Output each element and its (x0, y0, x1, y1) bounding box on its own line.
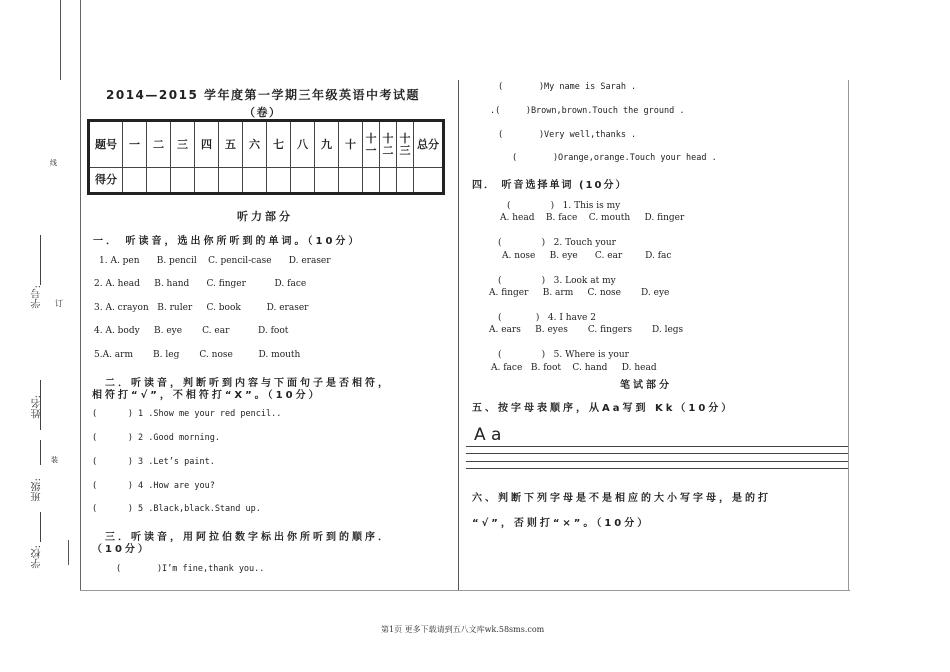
q4-item-4-options: A. ears B. eyes C. fingers D. legs (489, 325, 684, 335)
class-underline (40, 440, 41, 465)
score-cell[interactable] (267, 168, 291, 194)
q2-item-1: ( ) 1 .Show me your red pencil.. (92, 409, 282, 419)
col-11: 十一 (363, 121, 380, 168)
sidebar-mark-xian: 线 (50, 159, 57, 167)
score-cell[interactable] (339, 168, 363, 194)
q2-item-5: ( ) 5 .Black,black.Stand up. (92, 504, 261, 514)
binding-line (80, 0, 81, 590)
top-border-left (60, 0, 61, 80)
q4-item-5-stem: ( ) 5. Where is your (498, 350, 629, 360)
school-underline (40, 512, 41, 542)
q3-item-right-3: ( )Very well,thanks . (498, 130, 637, 140)
page-footer: 第1页 更多下载请到五八文库wk.58sms.com (381, 625, 545, 634)
q3-item-right-4: ( )Orange,orange.Touch your head . (512, 153, 717, 163)
q4-item-4-stem: ( ) 4. I have 2 (498, 313, 596, 323)
col-1: 一 (123, 121, 147, 168)
writing-line-4[interactable] (466, 468, 848, 469)
q2-title-line2: 相符打“√”，不相符打“X”。（10分） (92, 390, 322, 401)
score-cell[interactable] (414, 168, 444, 194)
score-cell[interactable] (363, 168, 380, 194)
col-5: 五 (219, 121, 243, 168)
q4-item-3-options: A. finger B. arm C. nose D. eye (489, 288, 670, 298)
q3-title-line1: 三．听读音，用阿拉伯数字标出你所听到的顺序． (105, 532, 391, 543)
q5-title: 五、按字母表顺序，从Aa写到 Kk（10分） (472, 403, 735, 414)
row-label-tihao: 题号 (89, 121, 123, 168)
q4-item-1-options: A. head B. face C. mouth D. finger (500, 213, 685, 223)
q6-title-line2: “√”，否则打“×”。（10分） (472, 518, 651, 529)
col-7: 七 (267, 121, 291, 168)
listening-heading: 听力部分 (237, 210, 293, 223)
class-label: 班级: (32, 478, 43, 502)
column-divider (458, 80, 459, 590)
q3-title-line2: （10分） (92, 544, 151, 555)
col-3: 三 (171, 121, 195, 168)
q1-title: 一． 听读音，选出你所听到的单词。（10分） (93, 236, 362, 247)
row-label-defen: 得分 (89, 168, 123, 194)
score-cell[interactable] (380, 168, 397, 194)
col-13: 十三 (397, 121, 414, 168)
score-cell[interactable] (397, 168, 414, 194)
exam-title: 2014—2015 学年度第一学期三年级英语中考试题 (106, 88, 420, 102)
q6-title-line1: 六、判断下列字母是不是相应的大小写字母，是的打 (472, 493, 771, 504)
q3-item-left-1: ( )I’m fine,thank you.. (116, 564, 265, 574)
writing-line-1[interactable] (466, 446, 848, 447)
sidebar-school-bar (68, 540, 69, 565)
score-cell[interactable] (171, 168, 195, 194)
sidebar-mark-zhuang: 装 (51, 456, 58, 464)
col-2: 二 (147, 121, 171, 168)
name-label: 姓名: (32, 395, 43, 419)
score-table (87, 119, 445, 195)
right-border (848, 80, 849, 590)
col-12: 十二 (380, 121, 397, 168)
col-9: 九 (315, 121, 339, 168)
score-cell[interactable] (147, 168, 171, 194)
q4-item-2-stem: ( ) 2. Touch your (498, 238, 616, 248)
col-total: 总分 (414, 121, 444, 168)
q3-item-right-2: .( )Brown,brown.Touch the ground . (490, 106, 685, 116)
score-cell[interactable] (195, 168, 219, 194)
q4-item-1-stem: ( ) 1. This is my (507, 201, 621, 211)
score-cell[interactable] (315, 168, 339, 194)
q4-item-2-options: A. nose B. eye C. ear D. fac (502, 251, 672, 261)
col-10: 十 (339, 121, 363, 168)
score-cell[interactable] (291, 168, 315, 194)
score-cell[interactable] (243, 168, 267, 194)
q5-sample-letters: A a (474, 425, 502, 445)
q2-item-3: ( ) 3 .Let’s paint. (92, 457, 215, 467)
q2-item-4: ( ) 4 .How are you? (92, 481, 215, 491)
q2-title-line1: 二．听读音，判断听到内容与下面句子是否相符， (105, 378, 391, 389)
col-8: 八 (291, 121, 315, 168)
q4-item-5-options: A. face B. foot C. hand D. head (491, 363, 657, 373)
score-cell[interactable] (123, 168, 147, 194)
sidebar-mark-ding: 订 (55, 299, 63, 308)
writing-line-2[interactable] (466, 453, 848, 454)
q1-item-1: 1. A. pen B. pencil C. pencil-case D. eraser (99, 256, 331, 266)
q1-item-3: 3. A. crayon B. ruler C. book D. eraser (94, 303, 309, 313)
col-6: 六 (243, 121, 267, 168)
writing-heading: 笔试部分 (620, 380, 672, 391)
q2-item-2: ( ) 2 .Good morning. (92, 433, 220, 443)
bottom-border (80, 590, 850, 591)
writing-line-3[interactable] (466, 461, 848, 462)
exam-subtitle: （卷） (244, 106, 282, 119)
q4-title: 四． 听音选择单词 (10分） (472, 180, 628, 191)
score-cell[interactable] (219, 168, 243, 194)
school-label: 学校: (32, 545, 43, 569)
q4-item-3-stem: ( ) 3. Look at my (498, 276, 616, 286)
xuehao-underline (40, 235, 41, 285)
col-4: 四 (195, 121, 219, 168)
xuehao-label: 学号: (32, 285, 43, 309)
q1-item-2: 2. A. head B. hand C. finger D. face (94, 279, 307, 289)
q1-item-4: 4. A. body B. eye C. ear D. foot (94, 326, 289, 336)
q1-item-5: 5.A. arm B. leg C. nose D. mouth (94, 350, 301, 360)
q3-item-right-1: ( )My name is Sarah . (498, 82, 637, 92)
